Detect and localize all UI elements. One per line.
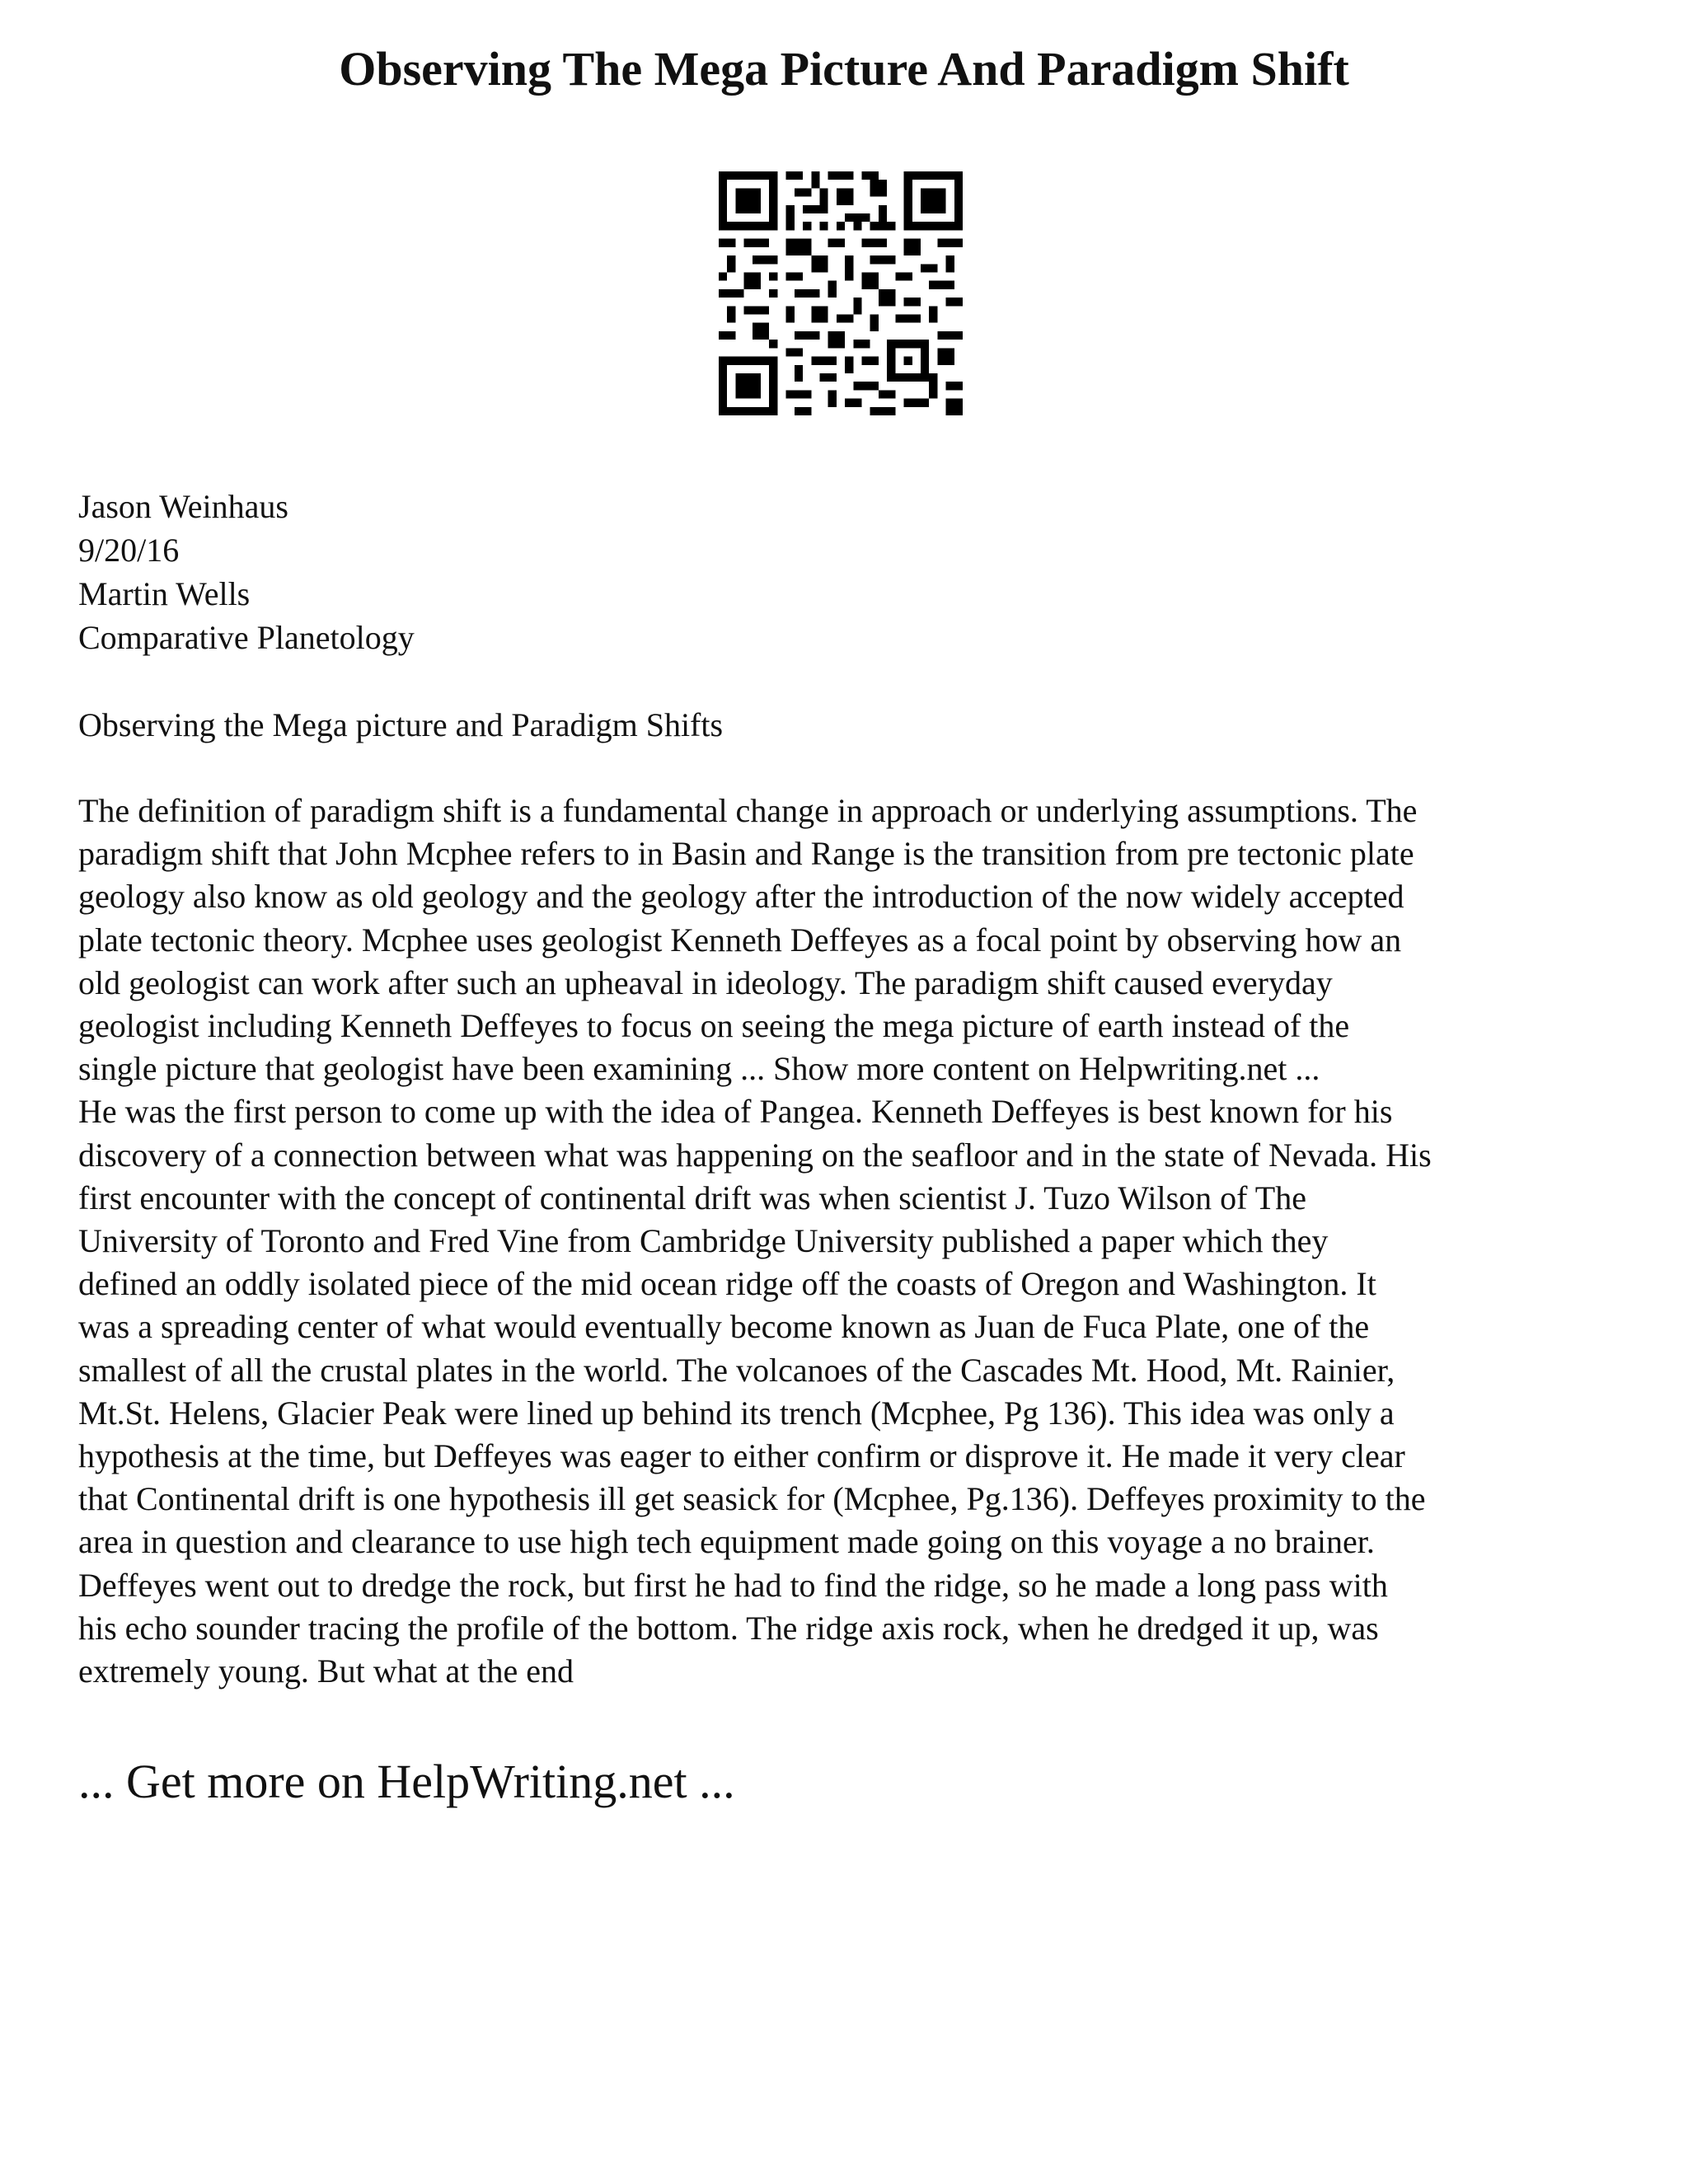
body-line: area in question and clearance to use high tech equipment made going on this voyage a no brainer. bbox=[78, 1523, 1375, 1561]
body-line: paradigm shift that John Mcphee refers to in Basin and Range is the transition from pre tectonic plate bbox=[78, 835, 1414, 873]
essay-body bbox=[78, 790, 1432, 1693]
body-line: single picture that geologist have been examining ... Show more content on Helpwriting.net ... bbox=[78, 1050, 1320, 1088]
essay-subtitle: Observing the Mega picture and Paradigm Shifts bbox=[78, 706, 724, 743]
page-title: Observing The Mega Picture And Paradigm Shift bbox=[339, 42, 1349, 96]
body-line: was a spreading center of what would eventually become known as Juan de Fuca Plate, one of the bbox=[78, 1308, 1370, 1346]
body-line: old geologist can work after such an upheaval in ideology. The paradigm shift caused everyday bbox=[78, 963, 1333, 1001]
body-line: geology also know as old geology and the geology after the introduction of the now widely accepted bbox=[78, 878, 1404, 916]
document-header-info bbox=[78, 485, 415, 659]
body-line: Mt.St. Helens, Glacier Peak were lined up behind its trench (Mcphee, Pg 136). This idea was only a bbox=[78, 1394, 1395, 1432]
qr-code-icon bbox=[719, 171, 963, 415]
body-line: his echo sounder tracing the profile of the bottom. The ridge axis rock, when he dredged it up, was bbox=[78, 1609, 1379, 1647]
body-line: hypothesis at the time, but Deffeyes was eager to either confirm or disprove it. He made it very clear bbox=[78, 1437, 1405, 1475]
body-line: defined an oddly isolated piece of the mid ocean ridge off the coasts of Oregon and Washington. It bbox=[78, 1265, 1376, 1303]
body-line: smallest of all the crustal plates in the world. The volcanoes of the Cascades Mt. Hood, Mt. Rainier, bbox=[78, 1351, 1395, 1389]
body-line: discovery of a connection between what was happening on the seafloor and in the state of Nevada. His bbox=[78, 1136, 1432, 1174]
body-line: geologist including Kenneth Deffeyes to focus on seeing the mega picture of earth instead of the bbox=[78, 1007, 1350, 1045]
author-name: Jason Weinhaus bbox=[78, 488, 288, 525]
document-date: 9/20/16 bbox=[78, 532, 180, 569]
body-line: that Continental drift is one hypothesis ill get seasick for (Mcphee, Pg.136). Deffeyes proximity to the bbox=[78, 1480, 1426, 1518]
body-line: first encounter with the concept of continental drift was when scientist J. Tuzo Wilson of The bbox=[78, 1179, 1306, 1216]
course-name: Comparative Planetology bbox=[78, 619, 415, 656]
get-more-link[interactable]: ... Get more on HelpWriting.net ... bbox=[78, 1755, 735, 1808]
instructor-name: Martin Wells bbox=[78, 575, 251, 612]
body-line: The definition of paradigm shift is a fundamental change in approach or underlying assumptions. The bbox=[78, 792, 1418, 829]
body-line: plate tectonic theory. Mcphee uses geologist Kenneth Deffeyes as a focal point by observing how an bbox=[78, 921, 1402, 958]
body-line: University of Toronto and Fred Vine from Cambridge University published a paper which they bbox=[78, 1222, 1329, 1260]
body-line: extremely young. But what at the end bbox=[78, 1652, 574, 1690]
body-line: Deffeyes went out to dredge the rock, but first he had to find the ridge, so he made a long pass with bbox=[78, 1566, 1388, 1604]
body-line: He was the first person to come up with the idea of Pangea. Kenneth Deffeyes is best known for his bbox=[78, 1093, 1393, 1131]
